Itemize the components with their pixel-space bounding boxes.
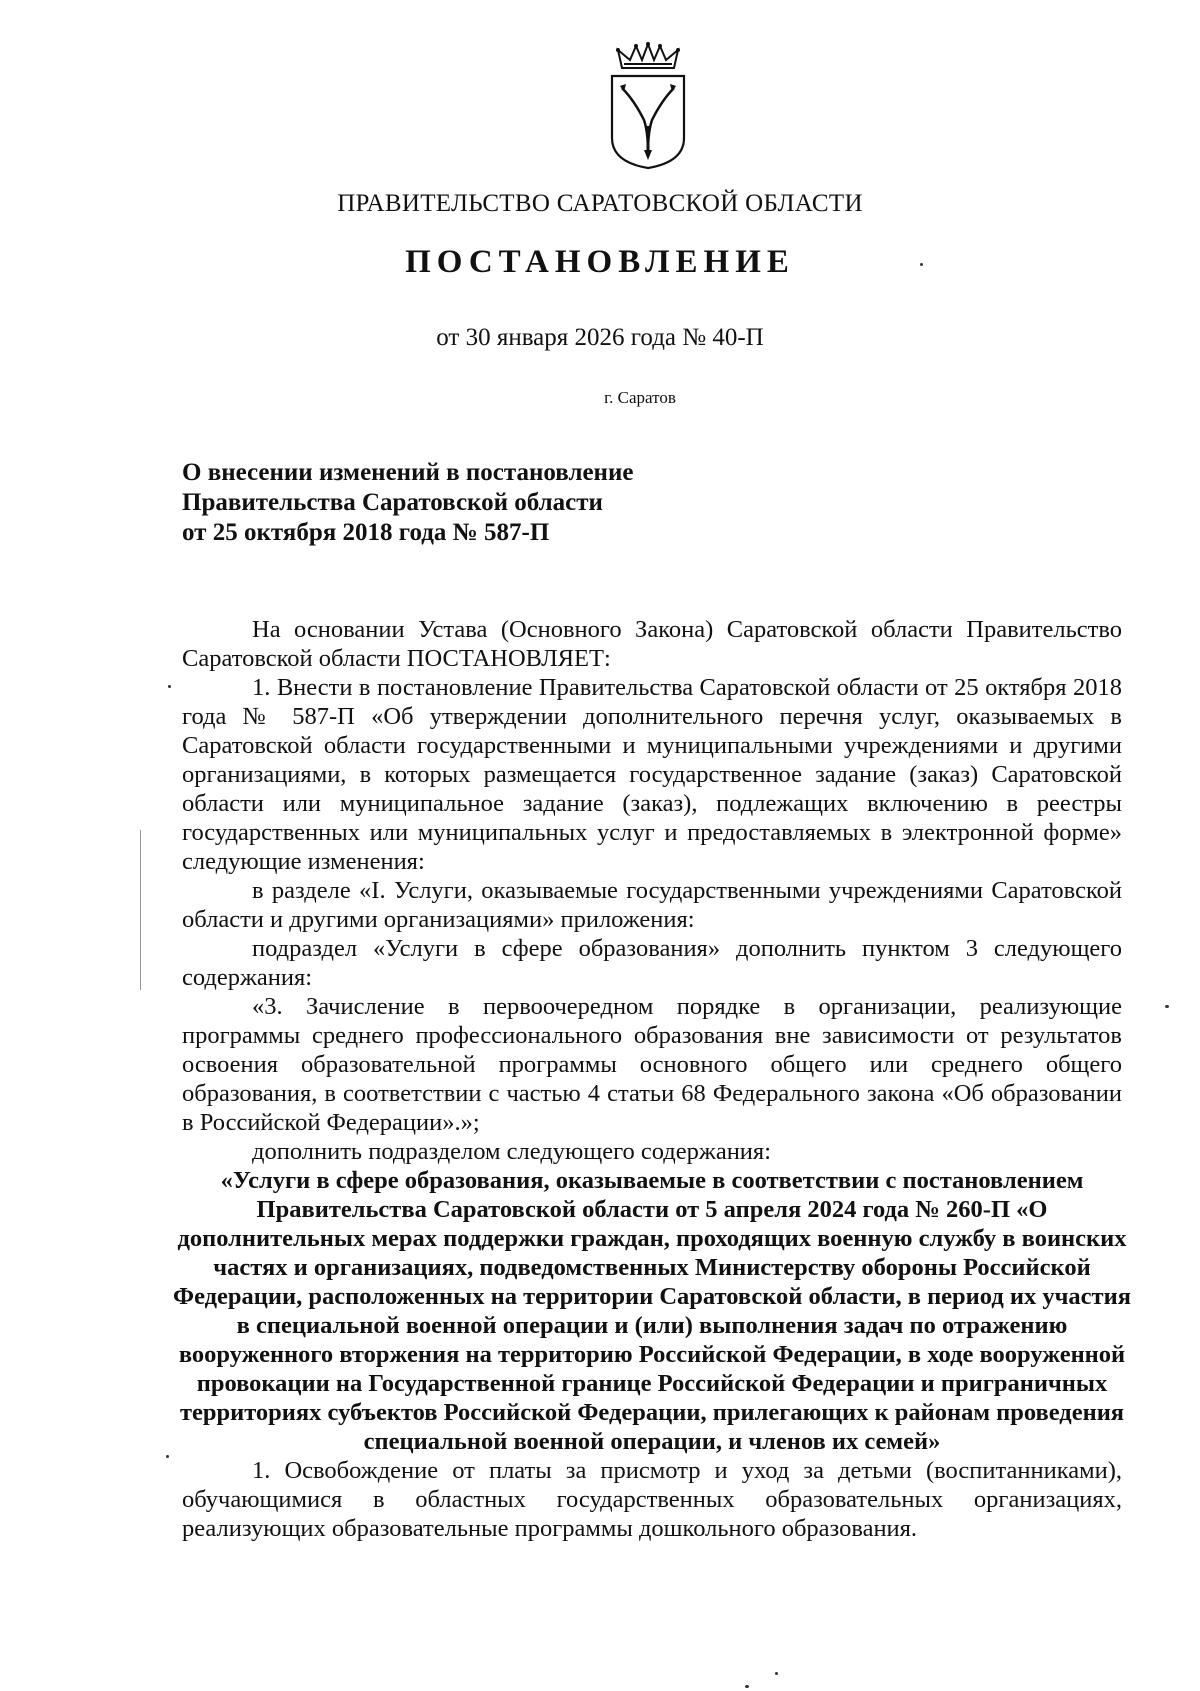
body-paragraph: 1. Внести в постановление Правительства Саратовской области от 25 октября 2018 года № 587-П «Об утверждении дополнительного перечня услуг, оказываемых в Саратовской области государственными и муниципальными учреждениями и другими организациями, в которых размещается государственное задание (заказ) Саратовской области или муниципальное задание (заказ), подлежащих включению в реестры государственных или муниципальных услуг и предоставляемых в электронной форме» следующие изменения: (182, 674, 1122, 875)
decree-subject (182, 458, 633, 548)
scan-artifact (140, 830, 141, 990)
decree-city: г. Саратов (604, 388, 676, 407)
scan-artifact (745, 1685, 749, 1688)
subject-line: Правительства Саратовской области (182, 489, 603, 516)
government-name: ПРАВИТЕЛЬСТВО САРАТОВСКОЙ ОБЛАСТИ (337, 190, 863, 217)
body-paragraph: в разделе «I. Услуги, оказываемые государственными учреждениями Саратовской области и другими организациями» приложения: (182, 877, 1122, 933)
scan-artifact (920, 263, 923, 266)
body-paragraph: На основании Устава (Основного Закона) Саратовской области Правительство Саратовской области ПОСТАНОВЛЯЕТ: (182, 616, 1122, 672)
scan-artifact (166, 1455, 169, 1458)
scan-artifact (168, 685, 171, 688)
decree-body (173, 615, 1131, 1543)
scan-artifact (1165, 1005, 1169, 1008)
body-paragraph: подраздел «Услуги в сфере образования» дополнить пунктом 3 следующего содержания: (182, 935, 1122, 991)
body-paragraph: «3. Зачисление в первоочередном порядке в организации, реализующие программы среднего профессионального образования вне зависимости от результатов освоения образовательной программы основного общего или среднего общего образования, в соответствии с частью 4 статьи 68 Федерального закона «Об образовании в Российской Федерации».»; (182, 993, 1122, 1136)
body-paragraph: 1. Освобождение от платы за присмотр и уход за детьми (воспитанниками), обучающимися в областных государственных образовательных организациях, реализующих образовательные программы дошкольного образования. (182, 1457, 1122, 1542)
coat-of-arms-icon (608, 42, 688, 170)
body-paragraph: дополнить подразделом следующего содержания: (252, 1138, 771, 1165)
subsection-heading: «Услуги в сфере образования, оказываемые в соответствии с постановлением Правительства Саратовской области от 5 апреля 2024 года № 260-П «О дополнительных мерах поддержки граждан, проходящих военную службу в воинских частях и организациях, подведомственных Министерству обороны Российской Федерации, расположенных на территории Саратовской области, в период их участия в специальной военной операции и (или) выполнения задач по отражению вооруженного вторжения на территорию Российской Федерации, в ходе вооруженной провокации на Государственной границе Российской Федерации и приграничных территориях субъектов Российской Федерации, прилегающих к районам проведения специальной военной операции, и членов их семей» (173, 1167, 1131, 1455)
subject-line: от 25 октября 2018 года № 587-П (182, 519, 550, 546)
decree-title: ПОСТАНОВЛЕНИЕ (405, 244, 795, 280)
subject-line: О внесении изменений в постановление (182, 459, 634, 486)
decree-date-number: от 30 января 2026 года № 40-П (436, 324, 764, 351)
scan-artifact (775, 1672, 778, 1675)
